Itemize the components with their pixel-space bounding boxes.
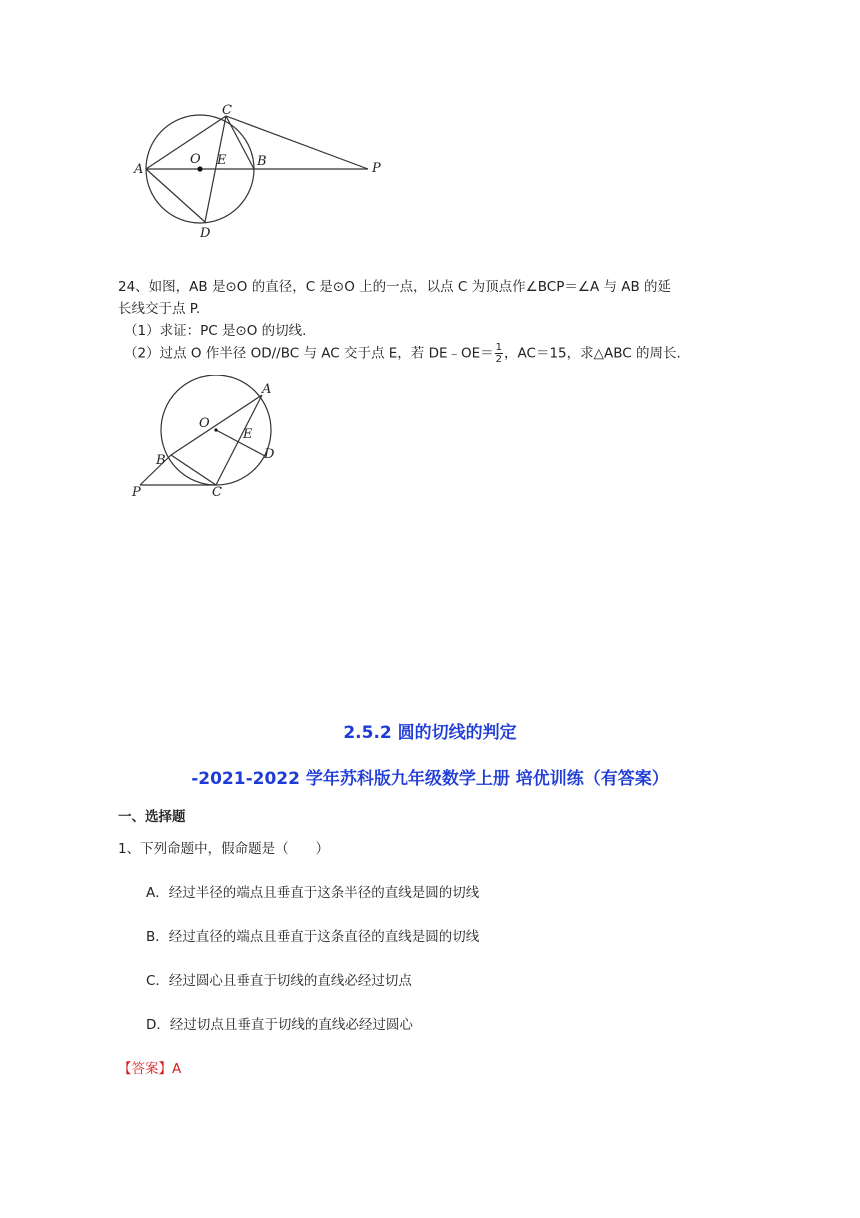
label-e: E [243,427,253,442]
fraction-numerator: 1 [495,342,503,353]
document-title: 2.5.2 圆的切线的判定 [343,723,517,743]
label-a: A [134,162,144,177]
q24-part2-after: ，AC＝15，求△ABC 的周长. [504,345,681,362]
answer-tag: 【答案】 [118,1061,172,1077]
label-b: B [156,453,166,468]
label-p: P [132,485,141,500]
q24-line1: 24、如图，AB 是⊙O 的直径，C 是⊙O 上的一点，以点 C 为顶点作∠BCP＝∠A 与 AB 的延 [118,279,672,295]
q24-part2 [124,342,681,365]
line-od [216,430,265,456]
figure-2 [128,375,298,505]
q1-option-b: B．经过直径的端点且垂直于这条直径的直线是圆的切线 [146,929,480,945]
q24-part2-before: （2）过点 O 作半径 OD//BC 与 AC 交于点 E，若 DE﹣OE＝ [124,345,494,362]
figure-2-diagram [128,375,298,505]
label-c: C [222,103,232,118]
q1-option-d: D．经过切点且垂直于切线的直线必经过圆心 [146,1017,413,1033]
label-e: E [217,153,227,168]
label-d: D [200,226,211,241]
figure-1-diagram [130,100,390,245]
line-cb [226,116,254,169]
figure-1 [130,100,390,245]
line-ad [146,169,205,222]
label-o: O [199,416,210,431]
center-dot [214,428,217,431]
label-o: O [190,152,201,167]
label-d: D [264,447,275,462]
q1-stem: 1、下列命题中，假命题是（ ） [118,841,330,857]
document-subtitle: -2021-2022 学年苏科版九年级数学上册 培优训练（有答案） [191,769,669,789]
fraction-one-half [495,342,503,365]
section-heading: 一、选择题 [118,809,186,825]
label-c: C [212,485,222,500]
q1-option-a: A．经过半径的端点且垂直于这条半径的直线是圆的切线 [146,885,480,901]
label-b: B [257,154,267,169]
line-ac [146,116,226,169]
q1-option-c: C．经过圆心且垂直于切线的直线必经过切点 [146,973,412,989]
label-p: P [372,161,381,176]
line-ac [216,395,262,485]
q24-part1: （1）求证：PC 是⊙O 的切线. [124,323,307,339]
answer-value: A [172,1061,182,1077]
q24-line2: 长线交于点 P. [118,301,201,317]
center-dot [197,166,202,171]
fraction-denominator: 2 [495,354,503,365]
q1-answer [118,1058,181,1080]
line-ab [171,395,262,455]
label-a: A [262,382,272,397]
